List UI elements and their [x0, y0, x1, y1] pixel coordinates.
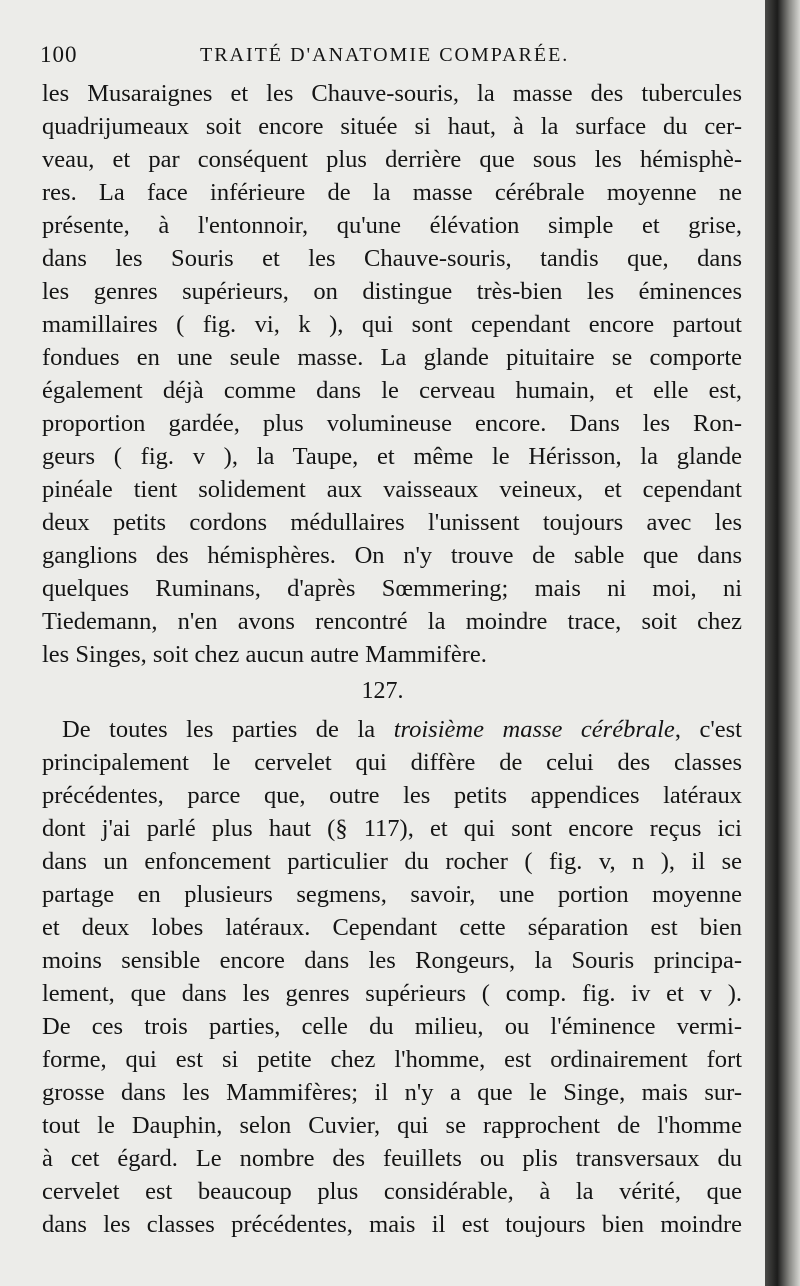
text-line: cervelet est beaucoup plus considérable, à la vérité, que [42, 1178, 742, 1205]
text-line: également déjà comme dans le cerveau humain, et elle est, [42, 377, 742, 404]
text-line: partage en plusieurs segmens, savoir, une portion moyenne [42, 881, 742, 908]
text-line: tout le Dauphin, selon Cuvier, qui se rapprochent de l'homme [42, 1112, 742, 1139]
page-number: 100 [40, 42, 78, 67]
text-line: fondues en une seule masse. La glande pituitaire se comporte [42, 344, 742, 371]
text-line: dont j'ai parlé plus haut (§ 117), et qui sont encore reçus ici [42, 815, 742, 842]
text-line: forme, qui est si petite chez l'homme, est ordinairement fort [42, 1046, 742, 1073]
text-line: Tiedemann, n'en avons rencontré la moindre trace, soit chez [42, 608, 742, 635]
text-run: , c'est [674, 716, 742, 743]
text-line: ganglions des hémisphères. On n'y trouve de sable que dans [42, 542, 742, 569]
text-line: proportion gardée, plus volumineuse encore. Dans les Ron- [42, 410, 742, 437]
italic-phrase: troisième masse cérébrale [393, 716, 675, 743]
text-line: et deux lobes latéraux. Cependant cette séparation est bien [42, 914, 742, 941]
text-line-first [62, 714, 742, 746]
text-line: quelques Ruminans, d'après Sœmmering; mais ni moi, ni [42, 575, 742, 602]
text-line: pinéale tient solidement aux vaisseaux veineux, et cependant [42, 476, 742, 503]
text-line: présente, à l'entonnoir, qu'une élévation simple et grise, [42, 212, 742, 239]
text-line: veau, et par conséquent plus derrière que sous les hémisphè- [42, 146, 742, 173]
text-line: De ces trois parties, celle du milieu, ou l'éminence vermi- [42, 1013, 742, 1040]
text-run: De toutes les parties de la [62, 716, 394, 743]
book-spine-shadow [765, 0, 800, 1286]
text-line: quadrijumeaux soit encore située si haut, à la surface du cer- [42, 113, 742, 140]
text-line: lement, que dans les genres supérieurs ( comp. fig. iv et v ). [42, 980, 742, 1007]
text-line: principalement le cervelet qui diffère de celui des classes [42, 749, 742, 776]
text-line: mamillaires ( fig. vi, k ), qui sont cependant encore partout [42, 311, 742, 338]
text-line: deux petits cordons médullaires l'unissent toujours avec les [42, 509, 742, 536]
text-line: dans un enfoncement particulier du rocher ( fig. v, n ), il se [42, 848, 742, 875]
text-line: les genres supérieurs, on distingue très-bien les éminences [42, 278, 742, 305]
text-line: les Musaraignes et les Chauve-souris, la masse des tubercules [42, 80, 742, 107]
text-line: dans les Souris et les Chauve-souris, tandis que, dans [42, 245, 742, 272]
text-line: à cet égard. Le nombre des feuillets ou plis transversaux du [42, 1145, 742, 1172]
text-line: dans les classes précédentes, mais il est toujours bien moindre [42, 1211, 742, 1238]
text-line: moins sensible encore dans les Rongeurs, la Souris principa- [42, 947, 742, 974]
running-title: TRAITÉ D'ANATOMIE COMPARÉE. [200, 44, 570, 66]
text-line: grosse dans les Mammifères; il n'y a que le Singe, mais sur- [42, 1079, 742, 1106]
page-header [40, 40, 740, 70]
text-line: geurs ( fig. v ), la Taupe, et même le Hérisson, la glande [42, 443, 742, 470]
section-number: 127. [361, 678, 404, 704]
text-line: res. La face inférieure de la masse cérébrale moyenne ne [42, 179, 742, 206]
text-line: les Singes, soit chez aucun autre Mammifère. [42, 641, 487, 668]
text-line: précédentes, parce que, outre les petits appendices latéraux [42, 782, 742, 809]
